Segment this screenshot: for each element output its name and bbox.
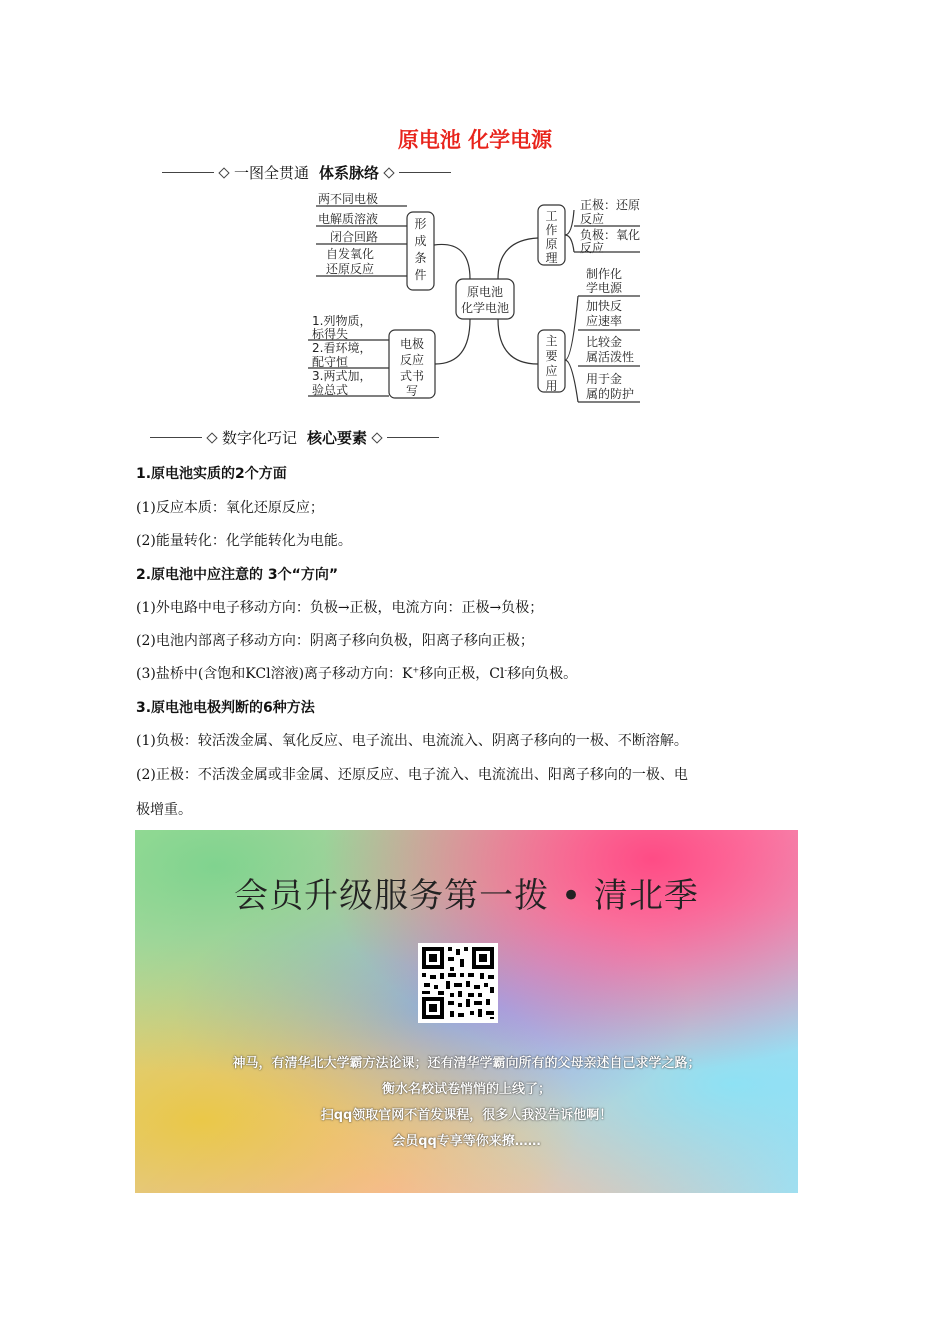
electrode-label: 反应: [399, 353, 425, 367]
superscript: -: [504, 665, 508, 675]
electrode-item: 配守恒: [312, 355, 349, 369]
paragraph: (1)负极：较活泼金属、氧化反应、电子流出、电流流入、阴离子移向的一极、不断溶解。: [136, 733, 688, 749]
paragraph: 极增重。: [136, 802, 192, 818]
diamond-icon: [206, 432, 217, 443]
app-item: 加快反: [586, 299, 623, 313]
app-item: 用于金: [586, 372, 623, 386]
app-item: 制作化: [586, 267, 623, 281]
app-item: 比较金: [586, 335, 623, 349]
paragraph: (2)能量转化：化学能转化为电能。: [136, 533, 352, 549]
work-item: 反应: [580, 212, 605, 226]
electrode-label: 写: [405, 384, 419, 398]
app-label: 用: [545, 379, 558, 393]
form-item: 电解质溶液: [318, 212, 379, 226]
section-label: 一图全贯通: [234, 164, 310, 182]
paragraph: (1)反应本质：氧化还原反应；: [136, 500, 324, 516]
diamond-icon: [383, 167, 394, 178]
form-item: 还原反应: [326, 262, 375, 276]
app-item: 属活泼性: [586, 350, 635, 364]
form-item: 闭合回路: [330, 230, 379, 244]
app-item: 属的防护: [586, 387, 635, 401]
work-label: 原: [545, 237, 558, 251]
work-item: 反应: [580, 241, 605, 255]
app-label: 主: [545, 334, 558, 348]
electrode-item: 1.列物质，: [312, 314, 372, 328]
superscript: +: [412, 665, 420, 675]
divider: [399, 172, 451, 173]
electrode-item: 验总式: [312, 383, 349, 397]
promo-banner[interactable]: [135, 830, 798, 1193]
banner-line: 扫qq领取官网不首发课程，很多人我没告诉他啊！: [320, 1108, 613, 1123]
electrode-label: 电极: [399, 337, 425, 351]
app-item: 学电源: [586, 281, 623, 295]
work-item: 正极：还原: [580, 198, 641, 212]
work-label: 作: [545, 223, 558, 237]
section-heading-map: [162, 162, 451, 183]
work-label: 理: [545, 251, 558, 265]
text-span: (3)盐桥中(含饱和KCl溶液)离子移动方向：K: [136, 666, 413, 682]
electrode-item: 2.看环境，: [312, 341, 372, 355]
section-bold: 体系脉络: [319, 164, 380, 182]
text-span: 移向正极，Cl: [419, 666, 505, 682]
section-bold: 核心要素: [307, 429, 368, 447]
form-label: 形: [414, 217, 427, 231]
divider: [150, 437, 202, 438]
heading-2: 2.原电池中应注意的 3个“方向”: [136, 567, 339, 583]
form-item: 两不同电极: [318, 192, 379, 206]
app-label: 应: [545, 364, 558, 378]
form-label: 件: [414, 268, 427, 282]
form-item: 自发氧化: [326, 247, 375, 261]
paragraph: [136, 663, 577, 683]
paragraph: (1)外电路中电子移动方向：负极→正极，电流方向：正极→负极；: [136, 600, 544, 616]
divider: [387, 437, 439, 438]
app-item: 应速率: [586, 314, 623, 328]
heading-3: 3.原电池电极判断的6种方法: [136, 700, 315, 716]
center-node-line2: 化学电池: [460, 301, 510, 315]
heading-1: 1.原电池实质的2个方面: [136, 466, 287, 482]
paragraph: (2)正极：不活泼金属或非金属、还原反应、电子流入、电流流出、阳离子移向的一极、电: [136, 767, 688, 783]
electrode-item: 标得失: [312, 327, 349, 341]
banner-line: 会员qq专享等你来撩……: [392, 1134, 541, 1149]
work-label: 工: [545, 209, 558, 223]
section-label: 数字化巧记: [222, 429, 298, 447]
form-label: 成: [414, 234, 427, 248]
work-item: 负极：氧化: [580, 228, 641, 242]
section-heading-core: [150, 427, 439, 448]
diamond-icon: [218, 167, 229, 178]
mind-map: [0, 190, 950, 450]
form-label: 条: [414, 251, 427, 265]
banner-title: 会员升级服务第一拨 • 清北季: [234, 876, 699, 916]
app-label: 要: [545, 349, 558, 363]
divider: [162, 172, 214, 173]
diamond-icon: [371, 432, 382, 443]
qr-code-icon[interactable]: [418, 943, 498, 1023]
paragraph: (2)电池内部离子移动方向：阴离子移向负极，阳离子移向正极；: [136, 633, 534, 649]
text-span: 移向负极。: [507, 666, 578, 682]
center-node-line1: 原电池: [466, 285, 504, 299]
electrode-label: 式书: [399, 369, 425, 383]
banner-line: 衡水名校试卷悄悄的上线了；: [381, 1082, 551, 1097]
banner-line: 神马，有清华北大学霸方法论课；还有清华学霸向所有的父母亲述自己求学之路；: [232, 1056, 701, 1071]
page-title: 原电池 化学电源: [397, 128, 553, 152]
electrode-item: 3.两式加，: [312, 369, 372, 383]
